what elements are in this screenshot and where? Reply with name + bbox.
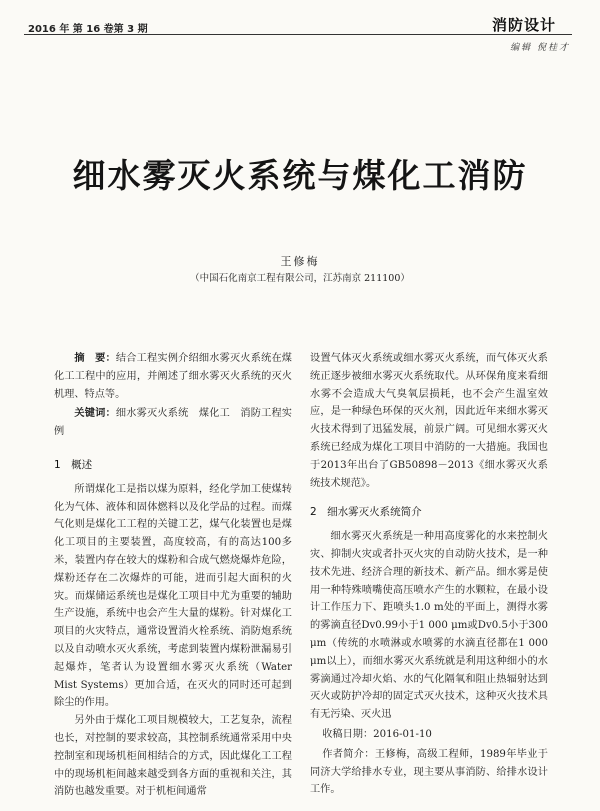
section-1-paragraph-1: 所谓煤化工是指以煤为原料，经化学加工使煤转化为气体、液体和固体燃料以及化学品的过程。而煤气化则是煤化工工程的关键工艺，煤气化装置也是煤化工项目的主要装置，高度较高，有的高达100多米，装置内存在较大的煤粉和合成气燃烧爆炸危险，煤粉还存在二次爆炸的可能，进而引起大面积的火灾。而煤储运系统也是煤化工项目中尤为重要的辅助生产设施，系统中也会产生大量的煤粉。针对煤化工项目的火灾特点，通常设置消火栓系统、消防炮系统以及自动喷水灭火系统，考虑到装置内煤粉泄漏易引起爆炸，笔者认为设置细水雾灭火系统（Water Mist Systems）更加合适，在灭火的同时还可起到除尘的作用。 <box>54 483 292 709</box>
right-column <box>310 350 548 799</box>
keywords-text: 细水雾灭火系统 煤化工 消防工程实例 <box>54 408 292 438</box>
article-title: 细水雾灭火系统与煤化工消防 <box>72 156 528 195</box>
author-affiliation: （中国石化南京工程有限公司，江苏南京 211100） <box>190 273 410 284</box>
section-name: 消防设计 <box>491 16 556 34</box>
left-column <box>54 350 292 801</box>
author-bio: 作者简介：王修梅，高级工程师，1989年毕业于同济大学给排水专业，现主要从事消防、给排水设计工作。 <box>310 748 548 796</box>
section-1-paragraph-3: 设置气体灭火系统或细水雾灭火系统，而气体灭火系统正逐步被细水雾灭火系统取代。从环保角度来看细水雾不会造成大气臭氧层损耗，也不会产生温室效应，是一种绿色环保的灭火剂，因此近年来细水雾灭火技术得到了迅猛发展，前景广阔。可见细水雾灭火系统已经成为煤化工项目中消防的一大措施。我国也于2013年出台了GB50898－2013《细水雾灭火系统技术规范》。 <box>310 353 548 489</box>
journal-issue: 2016 年 第 16 卷第 3 期 <box>28 24 148 35</box>
keywords-label: 关键词： <box>74 407 116 420</box>
section-2-paragraph-1: 细水雾灭火系统是一种用高度雾化的水来控制火灾、抑制火灾或者扑灭火灾的自动防火技术，是一种技术先进、经济合理的新技术、新产品。细水雾是使用一种特殊喷嘴使高压喷水产生的水颗粒，在最小设计工作压力下、距喷头1.0 m处的平面上，测得水雾的雾滴直径Dv0.99小于1 000 μm或Dv0.5小于300 μm（传统的水喷淋或水喷雾的水滴直径都在1 000 μm以上），而细水雾灭火系统就是利用这种细小的水雾滴通过冷却火焰、水的气化隔氧和阻止热辐射达到灭火或防护冷却的固定式灭火技术，这种灭火技术具有无污染、灭火迅 <box>310 531 548 721</box>
abstract <box>54 350 292 403</box>
header-divider <box>24 34 572 35</box>
section-2-title: 2 细水雾灭火系统简介 <box>310 506 422 519</box>
editor-credit: 编辑 倪桂才 <box>510 43 570 53</box>
abstract-label: 摘 要： <box>74 352 116 364</box>
section-1-title: 1 概述 <box>54 458 93 471</box>
section-1-paragraph-2: 另外由于煤化工项目规模较大，工艺复杂，流程也长，对控制的要求较高，其控制系统通常采用中央控制室和现场机柜间相结合的方式，因此煤化工工程中的现场机柜间越来越受到各方面的重视和关注，其消防也越发重要。对于机柜间通常 <box>54 715 292 798</box>
abstract-text: 结合工程实例介绍细水雾灭火系统在煤化工工程中的应用，并阐述了细水雾灭火系统的灭火机理、特点等。 <box>54 353 292 400</box>
keywords <box>54 405 292 441</box>
received-date: 收稿日期：2016-01-10 <box>322 728 432 740</box>
article-author: 王修梅 <box>280 255 320 268</box>
